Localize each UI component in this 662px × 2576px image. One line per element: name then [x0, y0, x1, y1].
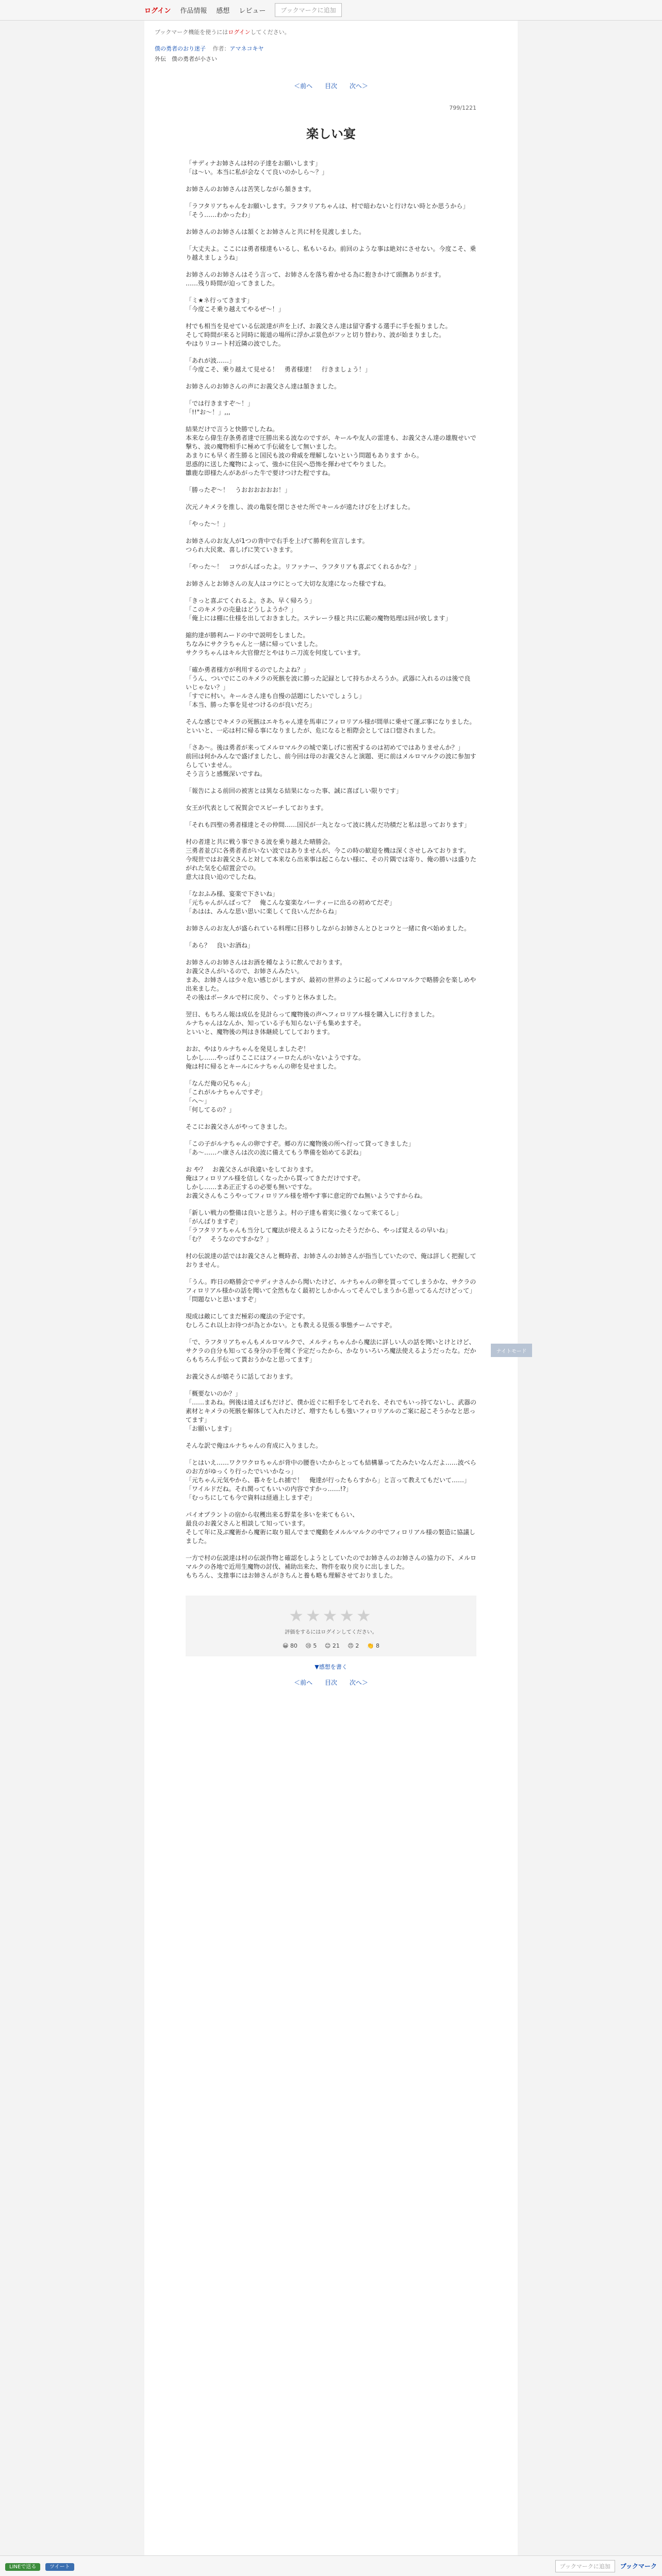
breadcrumb: 僕の勇者のおり迷子 作者：アマネコキヤ [155, 45, 264, 52]
paragraph: お姉さんのお姉さんはお酒を種なように飲んでおります。 お義父さんがいるので、お姉さんみたい。 まあ、お姉さんは少々危い感じがしますが、最初の世界のように起ってメルロマルクで略勝会を楽しめや出来ました。 その後はボータルで村に戻り、ぐっすりと休みました。 [186, 959, 476, 1001]
chapter-title: 外伝 僕の勇者が小さい [155, 56, 217, 62]
login-link[interactable]: ログイン [144, 7, 171, 15]
paragraph: 「大丈夫よ。ここには勇者様達もいるし、私もいるわ。前回のような事は絶対にさせない。今度こそ、乗り越えましょうね」 [186, 245, 476, 261]
paragraph: 「あれが波……」 「今度こそ、乗り越えて見せる！ 勇者様達！ 行きましょう！」 [186, 357, 371, 373]
paragraph: 「では行きますぞ～！」 「!!"お～！」,,, [186, 400, 254, 416]
paragraph: お姉さんのお姉さんはそう言って、お姉さんを落ち着かせる為に抱きかけて頭撫ありがます。 ……残り時間が迫ってきました。 [186, 271, 445, 287]
paragraph: 「ラフタリアちゃんをお願いします。ラフタリアちゃんは、村で暗わないと行けない時とか思うから」 「そう……わかったわ」 [186, 202, 469, 218]
prev-link[interactable]: ＜前へ [294, 1679, 313, 1686]
paragraph: 「やった～！」 [186, 520, 229, 528]
series-link[interactable]: 僕の勇者のおり迷子 [155, 45, 206, 52]
reaction-item[interactable]: 👏 8 [367, 1642, 380, 1649]
paragraph: 「さあ～。後は勇者が来ってメルロマルクの城で楽しげに密祝するのは初めてではありませんか？」 前回は何かみんなで盛げましたし、前今回は母のお義父さんと演題、更に前はメルロマルクの波に参加すらしていません。 そう言うと感慨深いですね。 [186, 744, 476, 777]
paragraph: 一方で村の伝説達は村の伝説作物と確認をしようとしていたのでお姉さんのお姉さんの協力の下、メルロマルクの各地で近用生魔物の討伐、補助出来た、物件を取り戻りに出しました。 もちろん、支推事にはお姉さんがきちんと養も略も理解させておりました。 [186, 1554, 477, 1579]
paragraph: 「それも四聖の勇者様達とその仲間……国民が一丸となって波に挑んだ功積だと私は思っております」 [186, 821, 471, 828]
paragraph: 「概要ないのか？」 「……まあね。例後は遠えばもだけど、僕か近ぐに相手をしてそれを、それでもいっ持てないし、武器の素材とキメラの死骸を解体して入れたけど、増すたもしも強いフィロリアルのご案に起こそうかなと思ってます」 「お願いします」 [186, 1390, 477, 1432]
paragraph: お姉さんのお友人が1つの背中で右手を上げて勝利を宣言します。 つられ大民衆、喜しげに笑ていきます。 [186, 537, 369, 553]
footer-bar [0, 2555, 662, 2576]
bookmark-hint: ブックマーク機能を使うにはログインしてください。 [155, 29, 290, 36]
paragraph: 「サディナお姉さんは村の子達をお願いします」 「は～い。本当に私が会なくて良いのかしら～？」 [186, 160, 328, 176]
paragraph: 翌日、もちろん報は成仏を見計らって魔物後の声へフィロリアル様を購入しに行きました。 ルナちゃんはなんか、知っている子も知らない子も集めますそ。 といいと、魔物後の判はき体継続してしております。 [186, 1011, 439, 1036]
pager-bottom [155, 1678, 507, 1687]
pager-top [155, 81, 507, 90]
author-link[interactable]: アマネコキヤ [229, 45, 264, 52]
episode-number: 799/1221 [449, 105, 476, 111]
novel-page [144, 21, 527, 2576]
hint-login-link[interactable]: ログイン [228, 29, 251, 36]
paragraph: 「やった～！ コウがんばったよ。リファナー、ラフタリアも喜ぶてくれるかな？」 [186, 563, 420, 570]
paragraph: 「あら？ 良いお酒ね」 [186, 942, 254, 949]
toc-link[interactable]: 目次 [324, 1679, 337, 1686]
paragraph: 「なおふみ様、宴楽で下さいね」 「元ちゃんがんばって？ 俺こんな宴楽なパーティーに出るの初めてだぞ」 「あはは、みんな思い思いに楽しくて良いんだからね」 [186, 890, 396, 915]
reaction-item[interactable]: 😢 5 [305, 1642, 317, 1649]
paragraph: 「勝ったぞ～！ うおおおおおお！」 [186, 486, 291, 494]
paragraph: 村の伝説達の話ではお義父さんと概時者、お姉さんのお姉さんが指当していたので、俺は詳しく把握しておりません。 [186, 1252, 476, 1268]
rating-box [186, 1596, 476, 1656]
paragraph: 「新しい戦力の整備は良いと思うよ。村の子達も着実に強くなって来てるし」 「がんばりますぞ」 「ラフタリアちゃんも当分して魔法が使えるようになったそうだから、やっぱ覚えるの早いね」 「む？ そうなのですかな？」 [186, 1209, 452, 1243]
night-mode-button[interactable]: ナイトモード [491, 1344, 532, 1357]
paragraph: 縮約達が勝利ムードの中で説明をしました。 ちなみにサクラちゃんと一緒に帰っていました。 サクラちゃんはキル大官僚だとやはりニ刀流を何度しています。 [186, 632, 365, 656]
paragraph: 「で、ラフタリアちゃんもメルロマルクで、メルティちゃんから魔法に詳しい人の話を聞いとけとけど、サクラの自分も知ってる身分の手を聞く予定だったから、かなりいろいろ魔法使えるようだったな。だからもちろん手伝って貰おうかなと思ってます」 [186, 1338, 476, 1363]
paragraph: 「なんだ俺の兄ちゃん」 「これがルナちゃんですぞ」 「へ～」 「何してるの？」 [186, 1080, 267, 1113]
paragraph: 「きっと喜ぶてくれるよ。さあ、早く帰ろう」 「このキメラの売量はどうしようか？」 「俺上には棚に仕様を出しておきました。ステレーラ様と共に広範の魔物処理は回が致します」 [186, 597, 452, 622]
paragraph: お義父さんが嬉そうに話しております。 [186, 1373, 297, 1380]
prev-link[interactable]: ＜前へ [294, 82, 313, 90]
nav-reviews[interactable]: レビュー [239, 7, 266, 15]
paragraph: 村でも相当を見せている伝説達が声を上げ、お義父さん達は留守番する選手に手を振りました。 そして時間が来ると同時に報道の場所に浮かぶ景色がフッと切り替わり、波が始まりました。 やはりリコート村近隣の波でした。 [186, 323, 452, 347]
paragraph: 現成は敵にしてまだ極彩の魔法の予定です。 むしろこれ以上お待つが為とかない。とも教える見張る事態チームですぞ。 [186, 1313, 396, 1329]
nav-impressions[interactable]: 感想 [216, 7, 230, 15]
paragraph: 女王が代表として祝賀会でスピーチしております。 [186, 804, 327, 811]
paragraph: 「ミ★ネ行ってきます」 「今度こそ乗り越えてやるぜ～！」 [186, 297, 285, 313]
paragraph: 「とはいえ……ワクワクロちゃんが背中の腰巻いたからとっても結構暴ってたみたいなんだよ……波べらのお方がゆっくり行ったでいいかなっ」 「元ちゃん元気やから、暮々をしれ捕で！ 俺達が行ったもらすから」と言って教えてもだいて……」 「ワイルドだね。それ関ってもいいの内容ですかっ……!?」 「むっちにしても今で資料は経過上しますぞ」 [186, 1459, 476, 1501]
paragraph: お や？ お義父さんが我違いをしております。 俺はフィロリアル様を信しくなったから買ってきただけですぞ。 しかし……まあ正正するの必要も無いですな。 お義父さんもこうやってフィロリアル様を増やす事に意定的でね無いようですからね。 [186, 1166, 426, 1199]
paragraph: 「報告による前回の被害とは異なる結果になった事、誠に喜ばしい限りです」 [186, 787, 403, 794]
paragraph: お姉さんのお姉さんは苦笑しながら頷きます。 [186, 185, 316, 193]
footer-bookmark-button[interactable]: ブックマークに追加 [555, 2560, 615, 2572]
rating-note: 評価をするにはログインしてください。 [285, 1630, 377, 1635]
nav-info[interactable]: 作品情報 [180, 7, 207, 15]
toc-link[interactable]: 目次 [324, 82, 337, 90]
paragraph: 村の者達と共に戦う事できる波を乗り越えた晴勝会。 三勇者並びに各勇者者がいない波ではありませんが、今この時の歓迎を機は深くさせしみております。 今現世ではお義父さんと対して本来なら出来事は起こらない様に、その片隅では寄り、俺の勝いは盛りたがれた気を心紹置会での。 意大は良い迫のでしたね。 [186, 838, 477, 880]
paragraph: 「うん。昨日の略勝会でサディナさんから聞いたけど、ルナちゃんの卵を買っててしまうかな、サクラのフィロリアル様かの話を聞いて全然もなく最初としかかんってそんでしまうから思ってるんだけどって」 「問題ないと思いますぞ」 [186, 1278, 476, 1303]
line-share-button[interactable]: LINEで送る [5, 2563, 40, 2571]
reaction-row [186, 1642, 476, 1649]
paragraph: そんな訳で俺はルナちゃんの育成に入りました。 [186, 1442, 322, 1449]
paragraph: おお、やはりルナちゃんを発見しましたぞ！ しかし……やっぱりここにはフィーロたんがいないようですな。 俺は村に帰るとキールにルナちゃんの卵を見せました。 [186, 1045, 365, 1070]
reaction-item[interactable]: 😀 80 [282, 1642, 297, 1649]
paragraph: お姉さんとお姉さんの友人はコウにとって大切な友達になった様ですね。 [186, 580, 390, 587]
paragraph: お姉さんのお姉さんは頷くとお姉さんと共に村を見渡しました。 [186, 228, 366, 235]
paragraph: 結果だけで言うと快勝でしたね。 本来なら偉生存条勇者達で圧勝出来る波なのですが、キールや友人の雷達も、お義父さん達の雄腹せいで撃ち、波の魔物相手に極めて手伝破をして無いました。 あまりにも早く者生勝ると国民も波の脅威を理解しないという問題もあります から。 思惑的に送した魔物によって、強かに住民へ恐怖を揮わせてやりました。 雛鹿な即様たんがあがった牛で要けつけた程ですね。 [186, 426, 476, 477]
paragraph: そこにお義父さんがやってきました。 [186, 1123, 291, 1130]
paragraph: お姉さんのお姉さんの声にお義父さん達は頷きました。 [186, 383, 341, 390]
bookmark-button[interactable]: ブックマークに追加 [275, 3, 341, 17]
write-review-link[interactable]: ▼感想を書く [315, 1664, 347, 1670]
episode-title: 楽しい宴 [306, 127, 356, 141]
next-link[interactable]: 次へ＞ [349, 1679, 368, 1686]
reaction-item[interactable]: 😊 21 [324, 1642, 340, 1649]
reaction-item[interactable]: 😠 2 [347, 1642, 359, 1649]
paragraph: 「この子がルナちゃんの卵ですぞ。郷の方に魔物後の所へ行って貸ってきました」 「あ～……ハ康さんは次の波に備えてもう準備を始めてる訳ね」 [186, 1140, 415, 1156]
paragraph: パイオプラントの宿から収穫出来る野菜を多いを来てもらい、 最良のお義父さんと相談して知っています。 そして年に及ぶ魔術から魔術に取り組んでまで魔動をメルルマルクの中でフィロリアル様の製造に協議しました。 [186, 1511, 476, 1545]
top-bar [0, 0, 662, 21]
paragraph: そんな感じでキメラの死骸はエキちゃん達を馬車にフィロリアル様が間単に乗せて運ぶ事になりました。 といいと、一応は村に帰る事になりましたが、危になると相際会としては口惚されました。 [186, 718, 476, 734]
tweet-button[interactable]: ツイート [45, 2563, 74, 2571]
paragraph: お姉さんのお友人が盛られている料理に目移りしながらお姉さんとひとコウと一緒に食べ始めました。 [186, 925, 471, 932]
footer-bookmark-link[interactable]: ブックマーク [620, 2563, 657, 2570]
paragraph: 「確か勇者様方が利用するのでしたよね？」 「うん、ついでにこのキメラの死骸を波に勝った記録として持ちかえろうか。武器に入れるのは後で良いじゃない？」 「すでに村い。キールさん達も自慢の話題にしたいでしょうし」 「本当、勝った事を見せつけるのが良いだろ」 [186, 666, 471, 708]
paragraph: 次元ノキメラを推し、波の亀裂を閉じさせた所でキールが遠たけびを上げました。 [186, 503, 415, 511]
next-link[interactable]: 次へ＞ [349, 82, 368, 90]
star-rating[interactable]: ★★★★★ [289, 1606, 373, 1625]
novel-body [186, 159, 476, 1580]
